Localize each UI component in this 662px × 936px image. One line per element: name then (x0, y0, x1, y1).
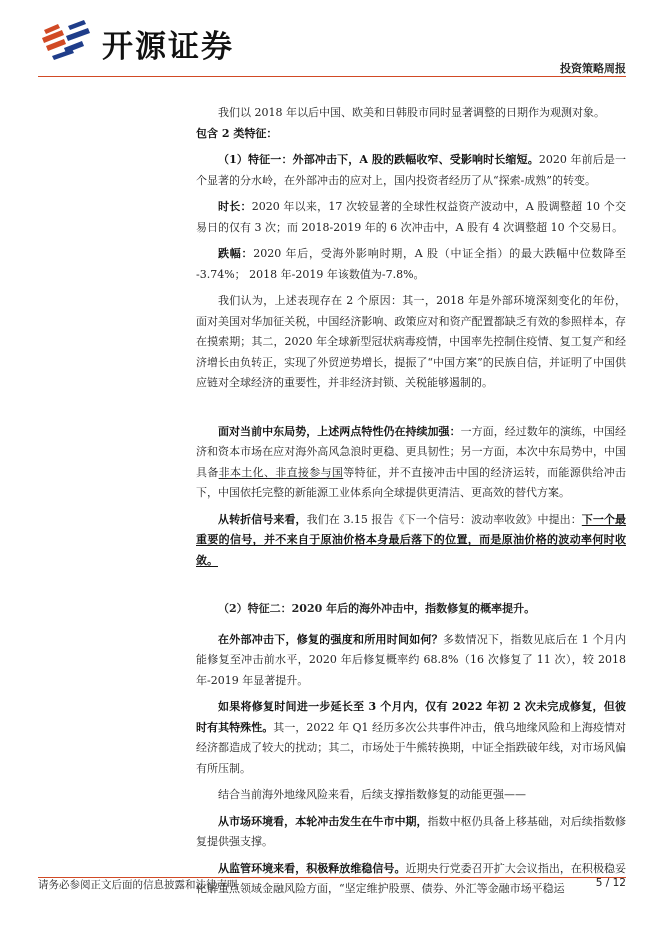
feature-one-heading: （1）特征一：外部冲击下，A 股的跌幅收窄、受影响时长缩短。 (218, 153, 539, 166)
feature-one-text: 2020 年前后是一个显著的分水岭，在外部冲击的应对上，国内投资者经历了从“探索-成熟”的转变。 (196, 153, 626, 187)
three-month-text: 其一，2022 年 Q1 经历多次公共事件冲击，俄乌地缘风险和上海疫情对经济都造成了较大的扰动；其二，市场处于牛熊转换期，中证全指跌破年线，对市场风偏有所压制。 (196, 720, 627, 775)
paragraph-drawdown (196, 244, 626, 285)
paragraph-turning-signal (196, 510, 626, 572)
middle-east-text-b: 等特征，并不直接冲击中国的经济运转，而能源供给冲击下，中国依托完整的新能源工业体系向全球提供更清洁、更高效的替代方案。 (196, 465, 627, 499)
paragraph-three-month (196, 697, 626, 779)
market-environment-text: 指数中枢仍具备上移基础，对后续指数修复提供强支撑。 (196, 814, 627, 848)
page-number: 5 / 12 (595, 877, 626, 889)
intro-bold: 包含 2 类特征： (196, 126, 278, 140)
paragraph-market-environment (196, 812, 626, 853)
intro-text: 我们以 2018 年以后中国、欧美和日韩股市同时显著调整的日期作为观测对象。 (218, 106, 605, 119)
feature-two-heading: （2）特征二：2020 年后的海外冲击中，指数修复的概率提升。 (218, 602, 536, 615)
drawdown-text: 2020 年后，受海外影响时期，A 股（中证全指）的最大跌幅中位数降至 -3.74%； 2018 年-2019 年该数值为-7.8%。 (196, 247, 627, 281)
report-type-label: 投资策略周报 (560, 62, 626, 75)
repair-strength-heading: 在外部冲击下，修复的强度和所用时间如何？ (218, 632, 443, 646)
duration-label: 时长： (218, 200, 252, 213)
brand-name: 开源证券 (102, 29, 234, 65)
turning-signal-text: 我们在 3.15 报告《下一个信号：波动率收敛》中提出： (306, 512, 582, 526)
paragraph-momentum (196, 785, 626, 806)
paragraph-duration (196, 197, 626, 238)
turning-signal-heading: 从转折信号来看， (218, 512, 307, 526)
middle-east-heading: 面对当前中东局势，上述两点特性仍在持续加强： (218, 424, 461, 438)
paragraph-regulatory (196, 859, 626, 900)
turning-signal-key-point: 下一个最重要的信号，并不来自于原油价格本身最后落下的位置，而是原油价格的波动率何时收敛。 (196, 512, 627, 567)
paragraph-repair-strength (196, 630, 626, 692)
market-environment-heading: 从市场环境看，本轮冲击发生在牛市中期， (218, 814, 428, 828)
drawdown-label: 跌幅： (218, 247, 254, 260)
paragraph-middle-east (196, 422, 626, 504)
paragraph-feature-one (196, 150, 626, 191)
main-content (196, 103, 626, 900)
three-month-heading: 如果将修复时间进一步延长至 3 个月内，仅有 2022 年初 2 次未完成修复，但彼时有其特殊性。 (196, 700, 626, 734)
kaiyuan-logo-icon (38, 20, 98, 62)
page-header (0, 0, 662, 80)
duration-text: 2020 年以来，17 次较显著的全球性权益资产波动中，A 股调整超 10 个交易日的仅有 3 次；而 2018-2019 年的 6 次冲击中，A 股有 4 次调整超 10 个交易日。 (196, 200, 627, 234)
brand-logo (38, 20, 258, 65)
paragraph-intro (196, 103, 626, 144)
repair-strength-text: 多数情况下，指数见底后在 1 个月内能修复至冲击前水平，2020 年后修复概率约 68.8%（16 次修复了 11 次），较 2018 年-2019 年显著提升。 (196, 632, 626, 687)
header-divider (38, 76, 626, 77)
regulatory-heading: 从监管环境来看，积极释放维稳信号。 (218, 861, 406, 875)
middle-east-text-a: 一方面，经过数年的演练，中国经济和资本市场在应对海外高风急浪时更稳、更具韧性；另一方面，本次中东局势中，中国具备 (196, 424, 626, 479)
middle-east-underline: 非本土化、非直接参与国 (218, 465, 344, 479)
footer-disclaimer: 请务必参阅正文后面的信息披露和法律声明 (38, 879, 238, 891)
momentum-text: 结合当前海外地缘风险来看，后续支撑指数修复的动能更强—— (218, 788, 526, 801)
paragraph-reasons (196, 291, 626, 394)
reasons-text: 我们认为，上述表现存在 2 个原因：其一，2018 年是外部环境深刻变化的年份，面对美国对华加征关税，中国经济影响、政策应对和资产配置都缺乏有效的参照样本，存在摸索期；其二，2020 年全球新型冠状病毒疫情，中国率先控制住疫情、复工复产和经济增长由负转正，实现了外贸逆势增长，提振了“中国方案”的民族自信，并证明了中国供应链对全球经济的重要性，并非经济封锁、关税能够遏制的。 (196, 294, 626, 389)
regulatory-text: 近期央行党委召开扩大会议指出，在积极稳妥化解重点领域金融风险方面，“坚定维护股票、债券、外汇等金融市场平稳运 (196, 861, 627, 895)
